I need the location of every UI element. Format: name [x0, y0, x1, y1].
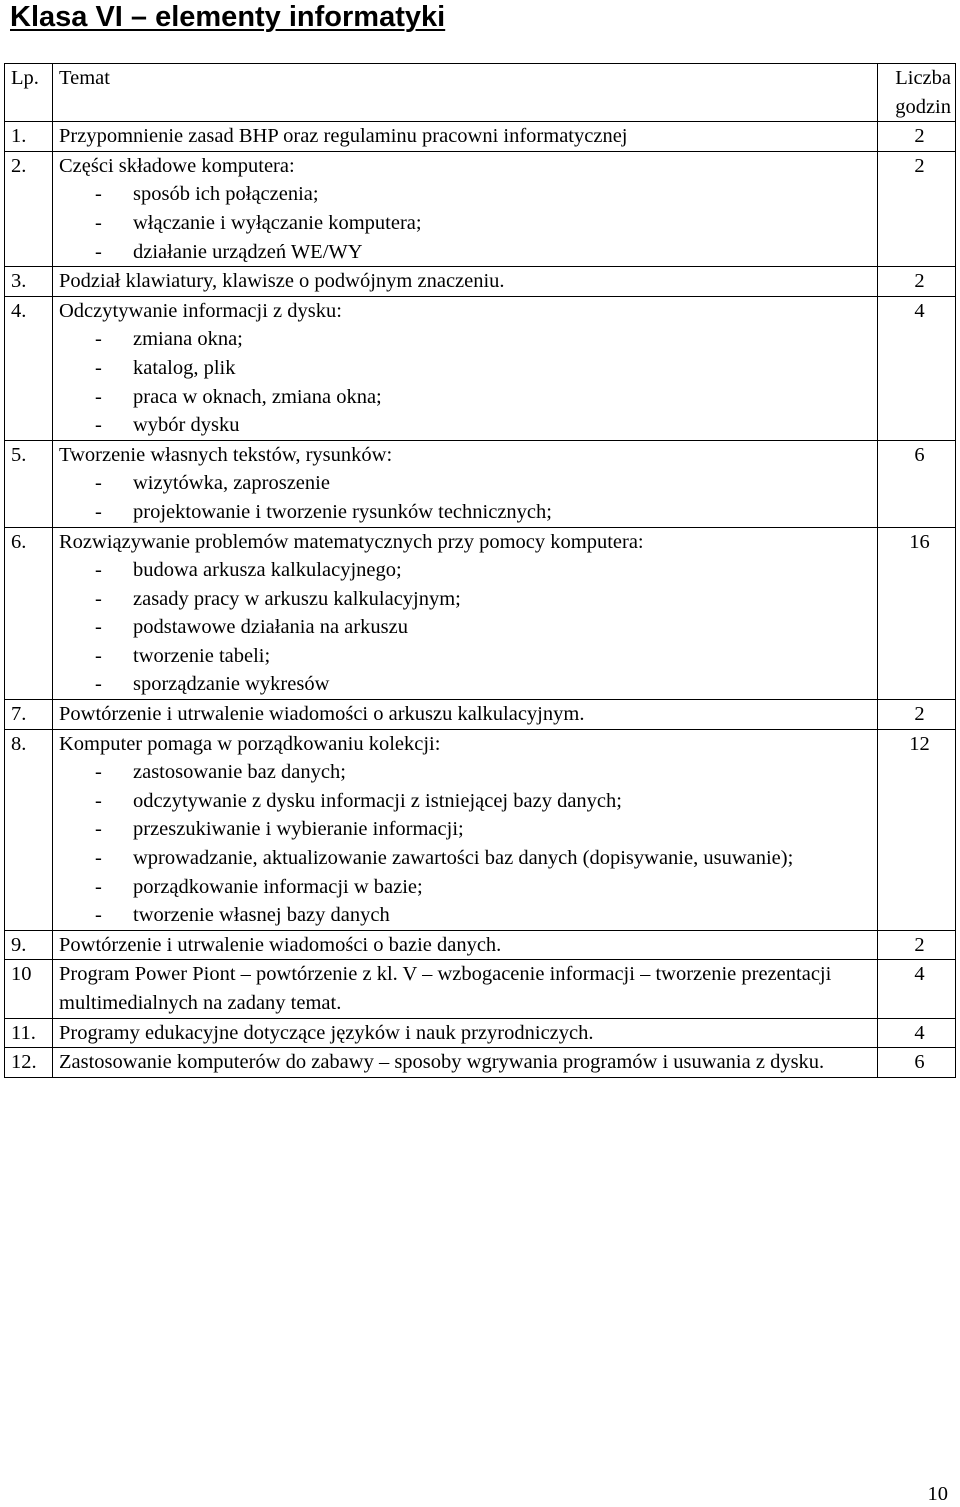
row-number: 11.	[5, 1018, 53, 1048]
topic-title: Powtórzenie i utrwalenie wiadomości o arkuszu kalkulacyjnym.	[59, 703, 585, 726]
subtopic-item: - zasady pracy w arkuszu kalkulacyjnym;	[59, 585, 877, 614]
row-topic	[53, 1048, 878, 1078]
subtopic-list	[59, 758, 877, 930]
row-topic	[53, 440, 878, 527]
topic-title: Rozwiązywanie problemów matematycznych przy pomocy komputera:	[59, 530, 644, 553]
topic-title: Podział klawiatury, klawisze o podwójnym znaczeniu.	[59, 270, 505, 293]
table-row	[5, 151, 956, 266]
row-hours: 4	[878, 296, 956, 440]
table-row	[5, 122, 956, 152]
subtopic-item: - tworzenie tabeli;	[59, 642, 877, 671]
subtopic-item: - zmiana okna;	[59, 325, 877, 354]
table-row	[5, 1018, 956, 1048]
subtopic-list	[59, 180, 877, 266]
table-row	[5, 296, 956, 440]
subtopic-item: - sporządzanie wykresów	[59, 670, 877, 699]
row-number: 1.	[5, 122, 53, 152]
row-topic	[53, 1018, 878, 1048]
subtopic-item: - tworzenie własnej bazy danych	[59, 901, 877, 930]
row-hours: 2	[878, 151, 956, 266]
row-number: 10	[5, 960, 53, 1018]
table-row	[5, 700, 956, 730]
row-number: 7.	[5, 700, 53, 730]
row-topic	[53, 267, 878, 297]
header-temat: Temat	[53, 64, 878, 122]
table-body	[5, 122, 956, 1078]
subtopic-item: - odczytywanie z dysku informacji z istniejącej bazy danych;	[59, 787, 877, 816]
subtopic-item: - podstawowe działania na arkuszu	[59, 613, 877, 642]
row-hours: 2	[878, 930, 956, 960]
table-header-row	[5, 64, 956, 122]
subtopic-item: - sposób ich połączenia;	[59, 180, 877, 209]
subtopic-item: - działanie urządzeń WE/WY	[59, 238, 877, 267]
topic-title: Programy edukacyjne dotyczące języków i nauk przyrodniczych.	[59, 1021, 594, 1044]
topic-title: Odczytywanie informacji z dysku:	[59, 299, 342, 322]
table-row	[5, 527, 956, 700]
subtopic-item: - katalog, plik	[59, 354, 877, 383]
header-liczba: Liczba	[895, 67, 951, 89]
subtopic-item: - wprowadzanie, aktualizowanie zawartości baz danych (dopisywanie, usuwanie);	[59, 844, 877, 873]
subtopic-item: - praca w oknach, zmiana okna;	[59, 383, 877, 412]
subtopic-list	[59, 325, 877, 439]
row-hours: 16	[878, 527, 956, 700]
subtopic-list	[59, 469, 877, 526]
row-number: 6.	[5, 527, 53, 700]
row-topic	[53, 527, 878, 700]
row-hours: 2	[878, 267, 956, 297]
table-row	[5, 729, 956, 930]
topic-title: Części składowe komputera:	[59, 154, 295, 177]
header-lp: Lp.	[5, 64, 53, 122]
page-title: Klasa VI – elementy informatyki	[10, 1, 446, 33]
topic-title: Powtórzenie i utrwalenie wiadomości o bazie danych.	[59, 933, 502, 956]
row-hours: 2	[878, 700, 956, 730]
row-hours: 6	[878, 440, 956, 527]
row-number: 8.	[5, 729, 53, 930]
row-number: 9.	[5, 930, 53, 960]
row-topic	[53, 960, 878, 1018]
table-row	[5, 267, 956, 297]
topic-title: Zastosowanie komputerów do zabawy – sposoby wgrywania programów i usuwania z dysku.	[59, 1051, 825, 1074]
row-number: 5.	[5, 440, 53, 527]
row-hours: 4	[878, 1018, 956, 1048]
row-topic	[53, 151, 878, 266]
row-hours: 12	[878, 729, 956, 930]
topic-title: Program Power Piont – powtórzenie z kl. V – wzbogacenie informacji – tworzenie prezentacji multimedialnych na zadany temat.	[59, 963, 832, 1014]
table-row	[5, 930, 956, 960]
subtopic-list	[59, 556, 877, 699]
row-topic	[53, 729, 878, 930]
table-row	[5, 1048, 956, 1078]
row-topic	[53, 296, 878, 440]
subtopic-item: - wizytówka, zaproszenie	[59, 469, 877, 498]
subtopic-item: - projektowanie i tworzenie rysunków technicznych;	[59, 498, 877, 527]
topic-title: Przypomnienie zasad BHP oraz regulaminu pracowni informatycznej	[59, 125, 628, 148]
page-number: 10	[927, 1483, 948, 1505]
topic-title: Tworzenie własnych tekstów, rysunków:	[59, 443, 393, 466]
subtopic-item: - zastosowanie baz danych;	[59, 758, 877, 787]
row-number: 4.	[5, 296, 53, 440]
subtopic-item: - wybór dysku	[59, 411, 877, 440]
row-hours: 6	[878, 1048, 956, 1078]
subtopic-item: - przeszukiwanie i wybieranie informacji;	[59, 815, 877, 844]
row-topic	[53, 700, 878, 730]
row-hours: 2	[878, 122, 956, 152]
row-hours: 4	[878, 960, 956, 1018]
curriculum-table	[4, 63, 956, 1078]
row-number: 12.	[5, 1048, 53, 1078]
row-number: 3.	[5, 267, 53, 297]
row-number: 2.	[5, 151, 53, 266]
subtopic-item: - budowa arkusza kalkulacyjnego;	[59, 556, 877, 585]
table-row	[5, 960, 956, 1018]
row-topic	[53, 930, 878, 960]
row-topic	[53, 122, 878, 152]
subtopic-item: - włączanie i wyłączanie komputera;	[59, 209, 877, 238]
topic-title: Komputer pomaga w porządkowaniu kolekcji:	[59, 732, 441, 755]
header-godzin: godzin	[895, 95, 951, 118]
table-row	[5, 440, 956, 527]
subtopic-item: - porządkowanie informacji w bazie;	[59, 873, 877, 902]
header-liczba-godzin	[878, 64, 956, 122]
